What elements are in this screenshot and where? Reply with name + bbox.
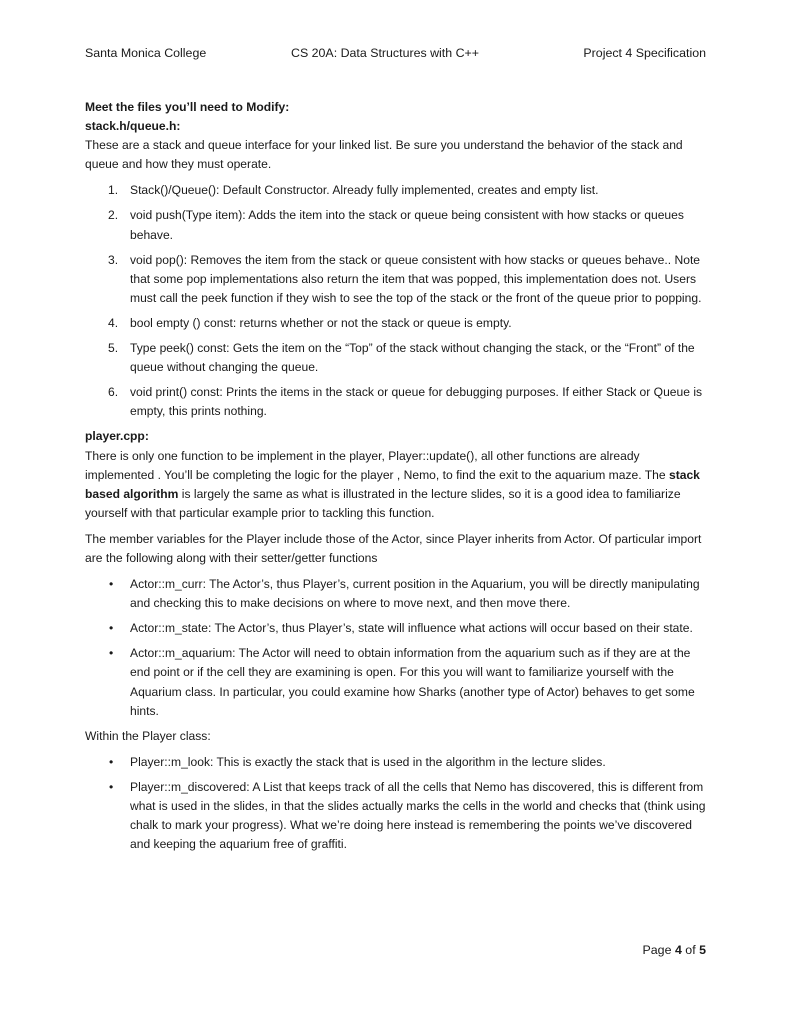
paragraph-text: There is only one function to be implement in the player, Player::update(), all other functions are already implemented . You’ll be completing the logic for the player , Nemo, to find the exit to the aquarium maze. The — [85, 448, 669, 482]
bullet-icon: • — [109, 621, 114, 636]
page-footer — [643, 943, 706, 957]
list-item — [85, 181, 710, 200]
list-item — [85, 644, 710, 720]
list-text: void pop(): Removes the item from the stack or queue consistent with how stacks or queues behave.. Note that some pop implementations also return the item that was popped, this implementation does not. Users must call the peek function if they wish to see the top of the stack or the front of the queue prior to popping. — [130, 252, 702, 305]
list-item — [85, 206, 710, 244]
actor-member-list — [85, 575, 710, 721]
header-college: Santa Monica College — [85, 46, 207, 60]
stack-queue-heading: stack.h/queue.h: — [85, 119, 181, 134]
intro-heading: Meet the files you’ll need to Modify: — [85, 100, 290, 114]
player-intro-paragraph — [85, 447, 710, 523]
stack-queue-method-list — [85, 181, 710, 421]
page-word: Page — [642, 943, 672, 957]
player-member-list — [85, 753, 710, 854]
list-text: Type peek() const: Gets the item on the “Top” of the stack without changing the stack, or the “Front” of the queue without changing the queue. — [130, 341, 695, 375]
list-item — [85, 575, 710, 613]
bullet-icon: • — [109, 754, 114, 769]
list-text: Player::m_discovered: A List that keeps track of all the cells that Nemo has discovered, this is different from what is used in the slides, in that the slides actually marks the cells in the world and checks that (think using chalk to mark your progress). What we’re doing here instead is remembering the points we’ve discovered and keeping the aquarium free of graffiti. — [130, 779, 706, 852]
list-text: Player::m_look: This is exactly the stack that is used in the algorithm in the lecture slides. — [130, 754, 606, 769]
header-course: CS 20A: Data Structures with C++ — [291, 46, 480, 60]
player-cpp-heading: player.cpp: — [85, 429, 149, 444]
list-text: void print() const: Prints the items in the stack or queue for debugging purposes. If either Stack or Queue is empty, this prints nothing. — [130, 385, 703, 419]
bullet-icon: • — [109, 577, 114, 592]
list-number: 4. — [108, 315, 119, 330]
member-variables-paragraph: The member variables for the Player include those of the Actor, since Player inherits from Actor. Of particular import are the following along with their setter/getter functions — [85, 531, 702, 565]
bullet-icon: • — [109, 779, 114, 794]
list-item — [85, 619, 710, 638]
list-number: 3. — [108, 252, 119, 267]
list-text: Actor::m_aquarium: The Actor will need to obtain information from the aquarium such as if they are at the end point or if the cell they are examining is open. For this you will want to familiarize yourself with the Aquarium class. In particular, you could examine how Sharks (another type of Actor) behaves to get some hints. — [130, 646, 695, 718]
list-item — [85, 251, 710, 308]
bold-term: stack based algorithm — [85, 467, 700, 501]
list-item — [85, 383, 710, 421]
list-item — [85, 778, 710, 854]
list-item — [85, 314, 710, 333]
list-item — [85, 339, 710, 377]
list-number: 5. — [108, 341, 119, 356]
page-number: 4 — [674, 943, 682, 957]
of-word: of — [685, 943, 696, 957]
list-number: 2. — [108, 208, 119, 223]
list-number: 6. — [108, 385, 119, 400]
page-total: 5 — [699, 943, 706, 957]
stack-queue-description: These are a stack and queue interface for your linked list. Be sure you understand the behavior of the stack and queue and how they must operate. — [85, 138, 683, 172]
page-header — [85, 46, 706, 64]
document-body — [85, 98, 710, 860]
list-text: void push(Type item): Adds the item into the stack or queue being consistent with how stacks or queues behave. — [130, 208, 684, 242]
list-item — [85, 753, 710, 772]
list-text: bool empty () const: returns whether or not the stack or queue is empty. — [130, 315, 512, 330]
paragraph-text: is largely the same as what is illustrated in the lecture slides, so it is a good idea to familiarize yourself with that particular example prior to tackling this function. — [85, 486, 681, 520]
list-text: Actor::m_state: The Actor’s, thus Player’s, state will influence what actions will occur based on their state. — [130, 621, 693, 636]
bullet-icon: • — [109, 646, 114, 661]
header-doc-title: Project 4 Specification — [583, 46, 706, 60]
list-text: Actor::m_curr: The Actor’s, thus Player’s, current position in the Aquarium, you will be directly manipulating and checking this to make decisions on where to move next, and then move there. — [130, 577, 700, 611]
list-text: Stack()/Queue(): Default Constructor. Already fully implemented, creates and empty list. — [130, 183, 599, 198]
list-number: 1. — [108, 183, 119, 198]
within-player-label: Within the Player class: — [85, 728, 211, 743]
